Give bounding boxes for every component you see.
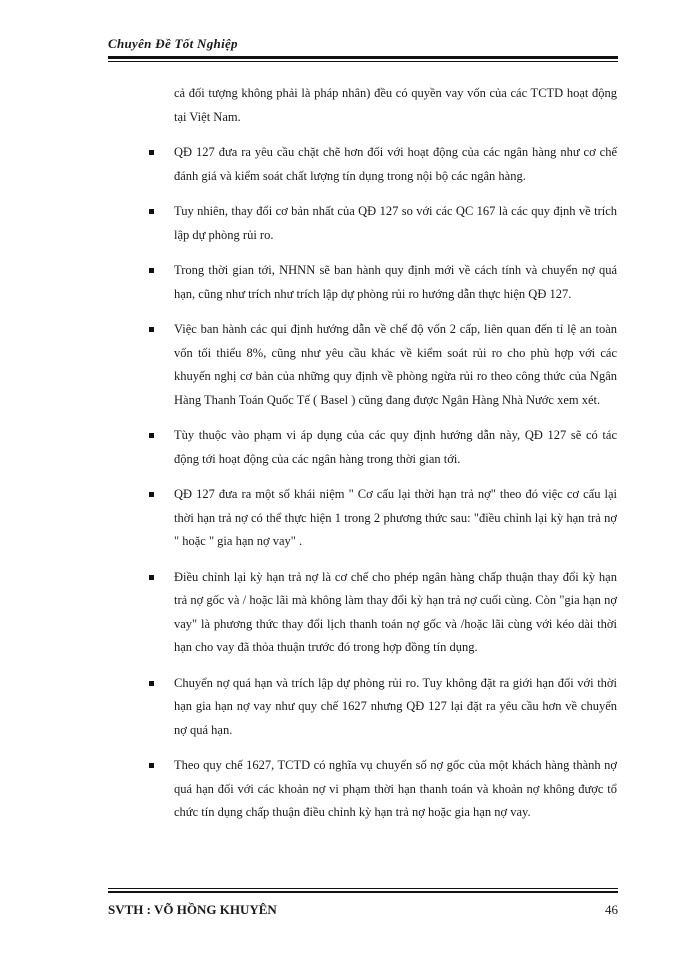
list-item-text: Theo quy chế 1627, TCTD có nghĩa vụ chuyển số nợ gốc của một khách hàng thành nợ quá hạn đối với các khoản nợ vi phạm thời hạn thanh toán và khoản nợ không được tổ chức tín dụng chấp thuận điều chỉnh kỳ hạn trả nợ hoặc gia hạn nợ vay. [174, 758, 617, 819]
document-body [147, 82, 617, 837]
list-item-text: Điều chỉnh lại kỳ hạn trả nợ là cơ chế cho phép ngân hàng chấp thuận thay đổi kỳ hạn trả nợ gốc và / hoặc lãi mà không làm thay đổi kỳ hạn trả nợ cuối cùng. Còn "gia hạn nợ vay" là phương thức thay đổi lịch thanh toán nợ gốc và /hoặc lãi cùng với kéo dài thời hạn cho vay đã thỏa thuận trước đó trong hợp đồng tín dụng. [174, 569, 617, 654]
list-item-text: QĐ 127 đưa ra yêu cầu chặt chẽ hơn đối với hoạt động của các ngân hàng như cơ chế đánh giá và kiểm soát chất lượng tín dụng trong nội bộ các ngân hàng. [174, 145, 617, 183]
list-item [147, 318, 617, 412]
bullet-list [147, 141, 617, 825]
list-item [147, 424, 617, 471]
page-header [108, 20, 618, 60]
header-rule-thin [108, 61, 618, 62]
square-bullet-icon [149, 763, 154, 768]
list-item [147, 566, 617, 660]
list-item-text: Trong thời gian tới, NHNN sẽ ban hành quy định mới về cách tính và chuyển nợ quá hạn, cũng như trích như trích lập dự phòng rủi ro hướng dẫn thực hiện QĐ 127. [174, 263, 617, 301]
list-item-text: Tùy thuộc vào phạm vi áp dụng của các quy định hướng dẫn này, QĐ 127 sẽ có tác động tới hoạt động của các ngân hàng trong thời gian tới. [174, 428, 617, 466]
square-bullet-icon [149, 327, 154, 332]
footer-rule-thick [108, 891, 618, 893]
square-bullet-icon [149, 575, 154, 580]
list-item [147, 259, 617, 306]
page-footer [108, 888, 618, 928]
square-bullet-icon [149, 681, 154, 686]
list-item-text: Việc ban hành các qui định hướng dẫn về chế độ vốn 2 cấp, liên quan đến tỉ lệ an toàn vốn tối thiểu 8%, cũng như yêu cầu khác về kiểm soát rủi ro cho phù hợp với các khuyến nghị cơ bản của những quy định về phòng ngừa rủi ro theo công thức của Ngân Hàng Thanh Toán Quốc Tế ( Basel ) cũng đang được Ngân Hàng Nhà Nước xem xét. [174, 322, 617, 407]
list-item [147, 483, 617, 554]
page-number: 46 [605, 902, 618, 917]
header-rule-thick [108, 56, 618, 59]
list-item [147, 200, 617, 247]
list-item-text: QĐ 127 đưa ra một số khái niệm " Cơ cấu lại thời hạn trả nợ" theo đó việc cơ cấu lại thời hạn trả nợ có thể thực hiện 1 trong 2 phương thức sau: "điều chỉnh lại kỳ hạn trả nợ " hoặc " gia hạn nợ vay" . [174, 487, 617, 548]
footer-author: SVTH : VÕ HỒNG KHUYÊN [108, 902, 277, 917]
square-bullet-icon [149, 209, 154, 214]
square-bullet-icon [149, 150, 154, 155]
list-item-text: Chuyển nợ quá hạn và trích lập dự phòng rủi ro. Tuy không đặt ra giới hạn đối với thời hạn gia hạn nợ vay như quy chế 1627 nhưng QĐ 127 lại đặt ra yêu cầu hơn về chuyển nợ quá hạn. [174, 675, 617, 737]
footer-rule-thin [108, 888, 618, 889]
square-bullet-icon [149, 433, 154, 438]
list-item [147, 754, 617, 825]
header-title: Chuyên Đề Tốt Nghiệp [108, 36, 238, 51]
list-item-text: Tuy nhiên, thay đổi cơ bản nhất của QĐ 127 so với các QC 167 là các quy định về trích lập dự phòng rủi ro. [174, 204, 617, 242]
square-bullet-icon [149, 492, 154, 497]
list-item [147, 141, 617, 188]
square-bullet-icon [149, 268, 154, 273]
list-item [147, 672, 617, 743]
intro-paragraph: cả đối tượng không phải là pháp nhân) đều có quyền vay vốn của các TCTD hoạt động tại Việt Nam. [174, 86, 617, 124]
